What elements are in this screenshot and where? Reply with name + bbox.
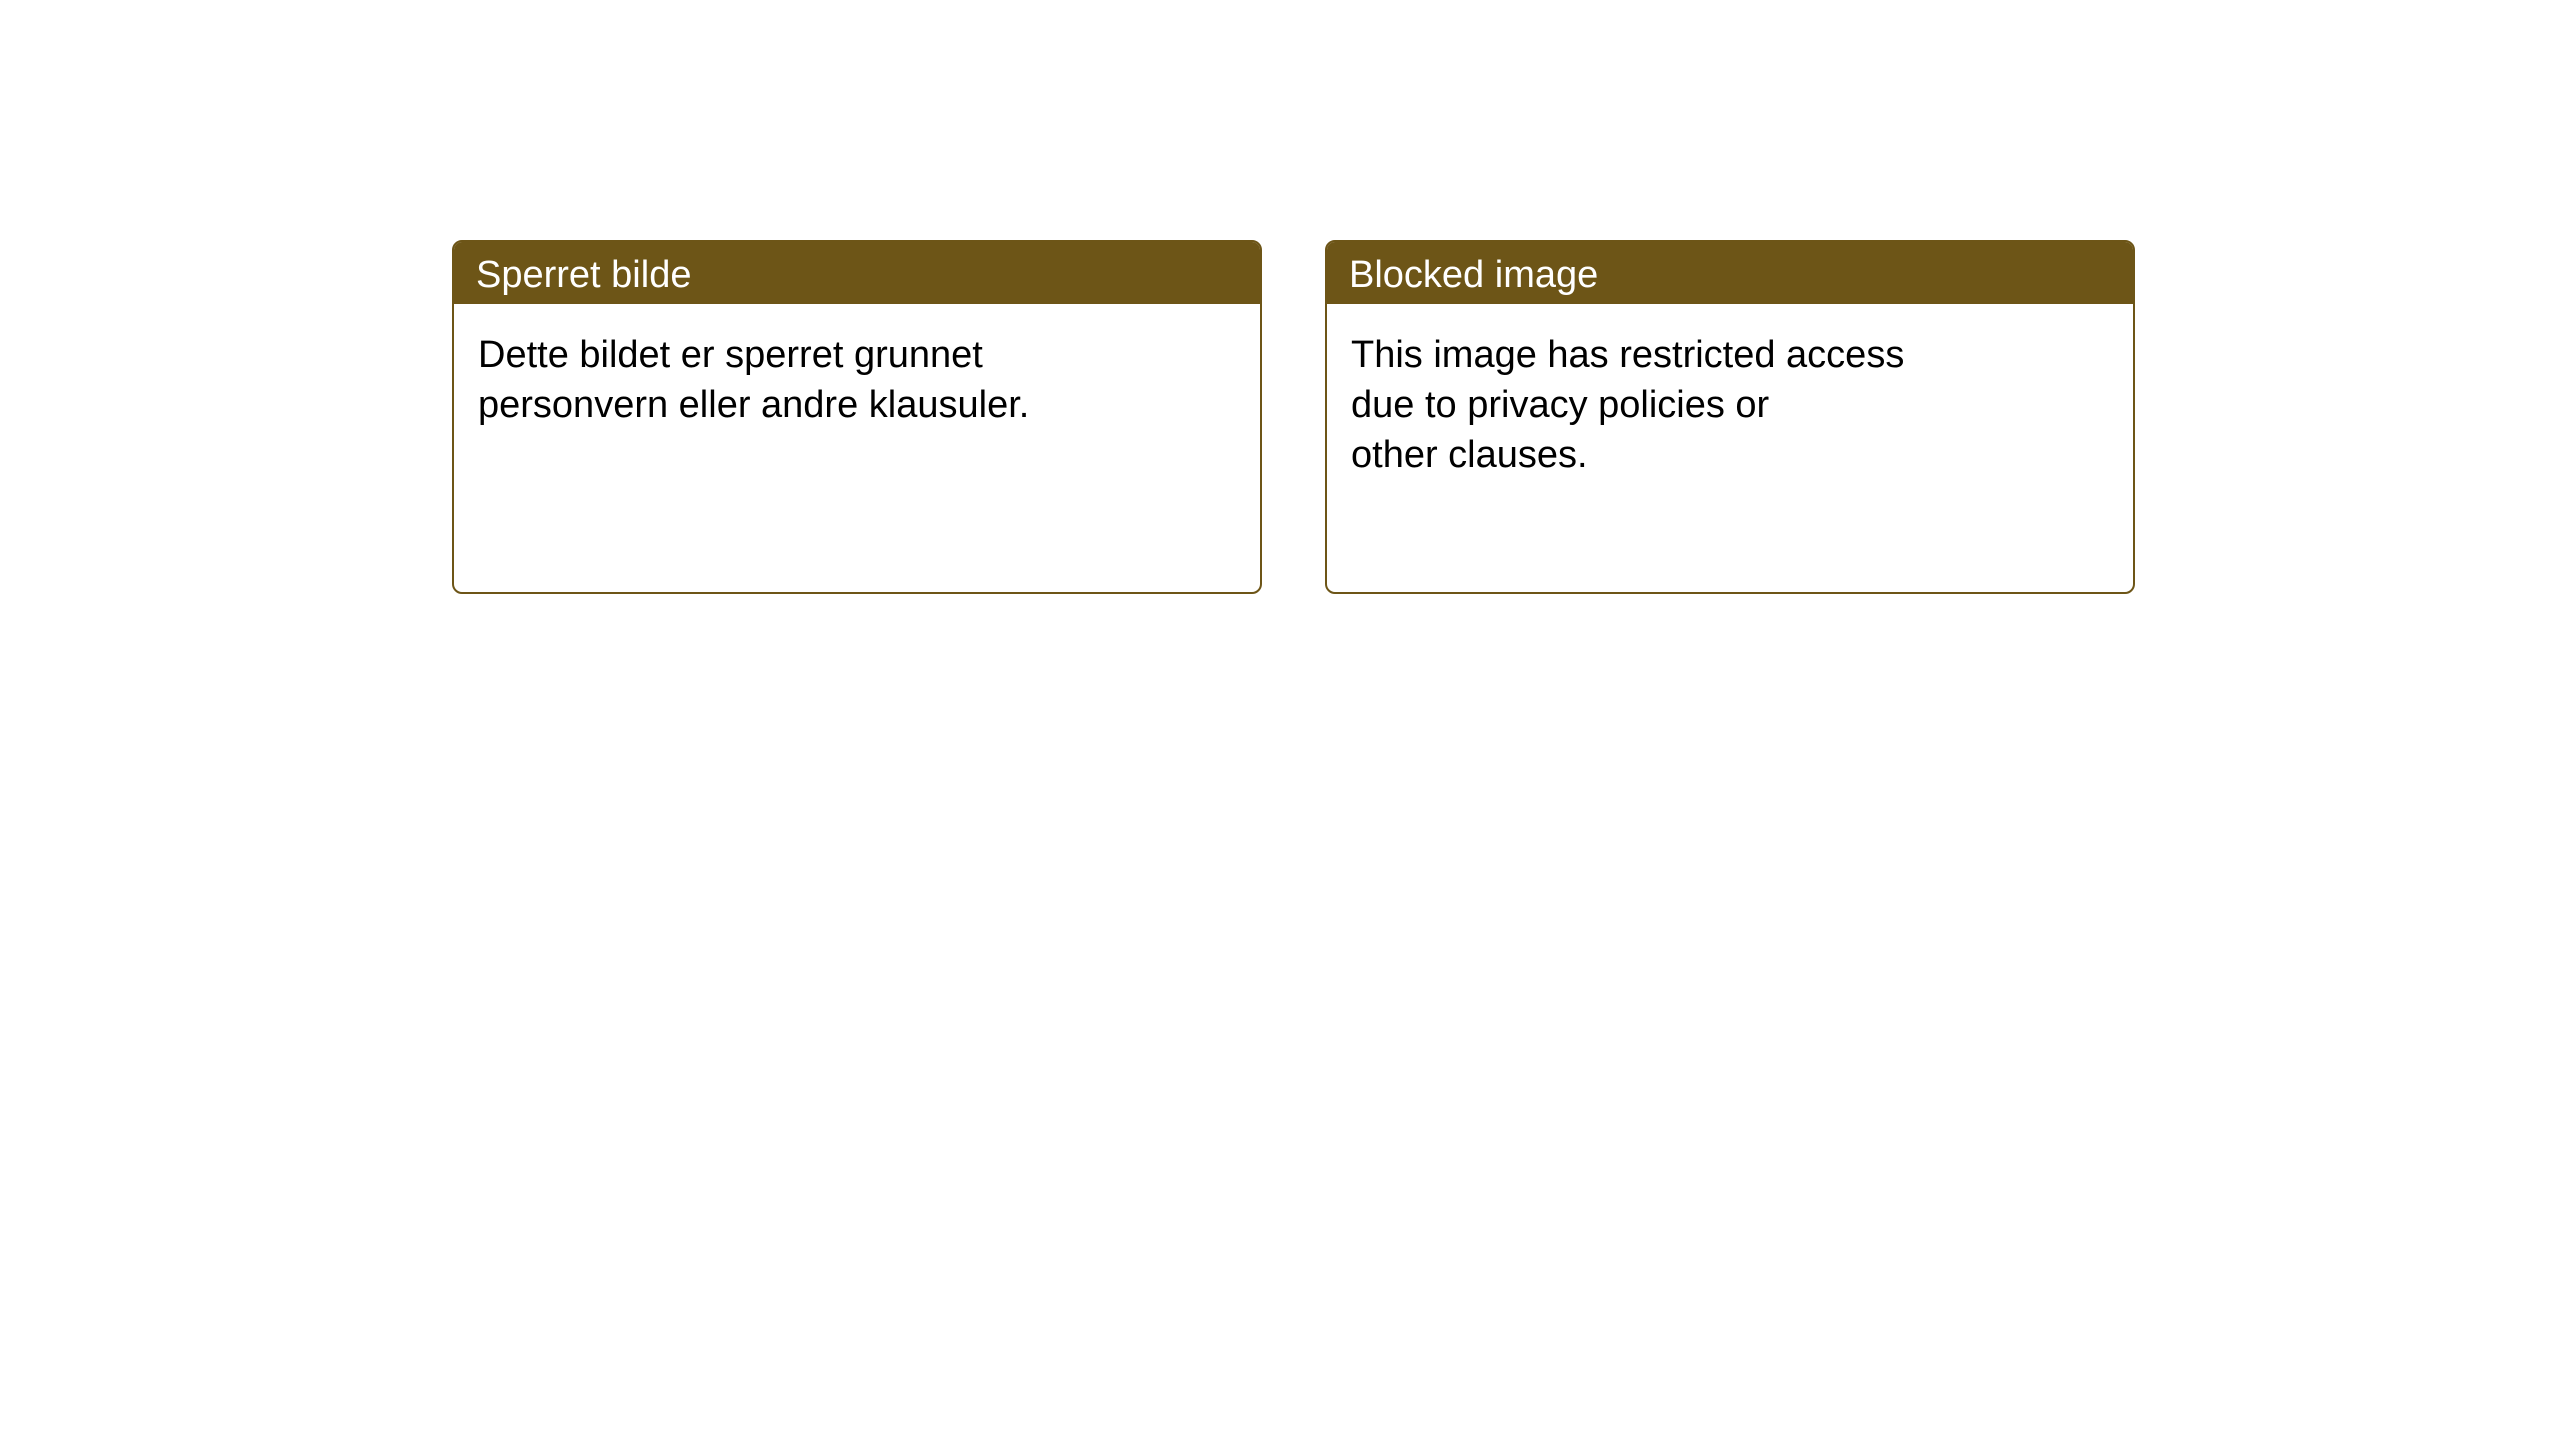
notice-title-no: Sperret bilde — [454, 242, 1260, 304]
notice-body-line: personvern eller andre klausuler. — [478, 384, 1030, 427]
notice-body-no — [454, 304, 1260, 430]
notice-body-en — [1327, 304, 2133, 480]
notice-body-line: Dette bildet er sperret grunnet — [478, 334, 983, 376]
blocked-image-notice-no — [452, 240, 1262, 594]
blocked-image-notices — [452, 240, 2135, 594]
blocked-image-notice-en — [1325, 240, 2135, 594]
notice-body-line: This image has restricted access — [1351, 334, 1905, 376]
notice-body-line: other clauses. — [1351, 434, 1588, 477]
notice-title-en: Blocked image — [1327, 242, 2133, 304]
notice-body-line: due to privacy policies or — [1351, 384, 1770, 427]
